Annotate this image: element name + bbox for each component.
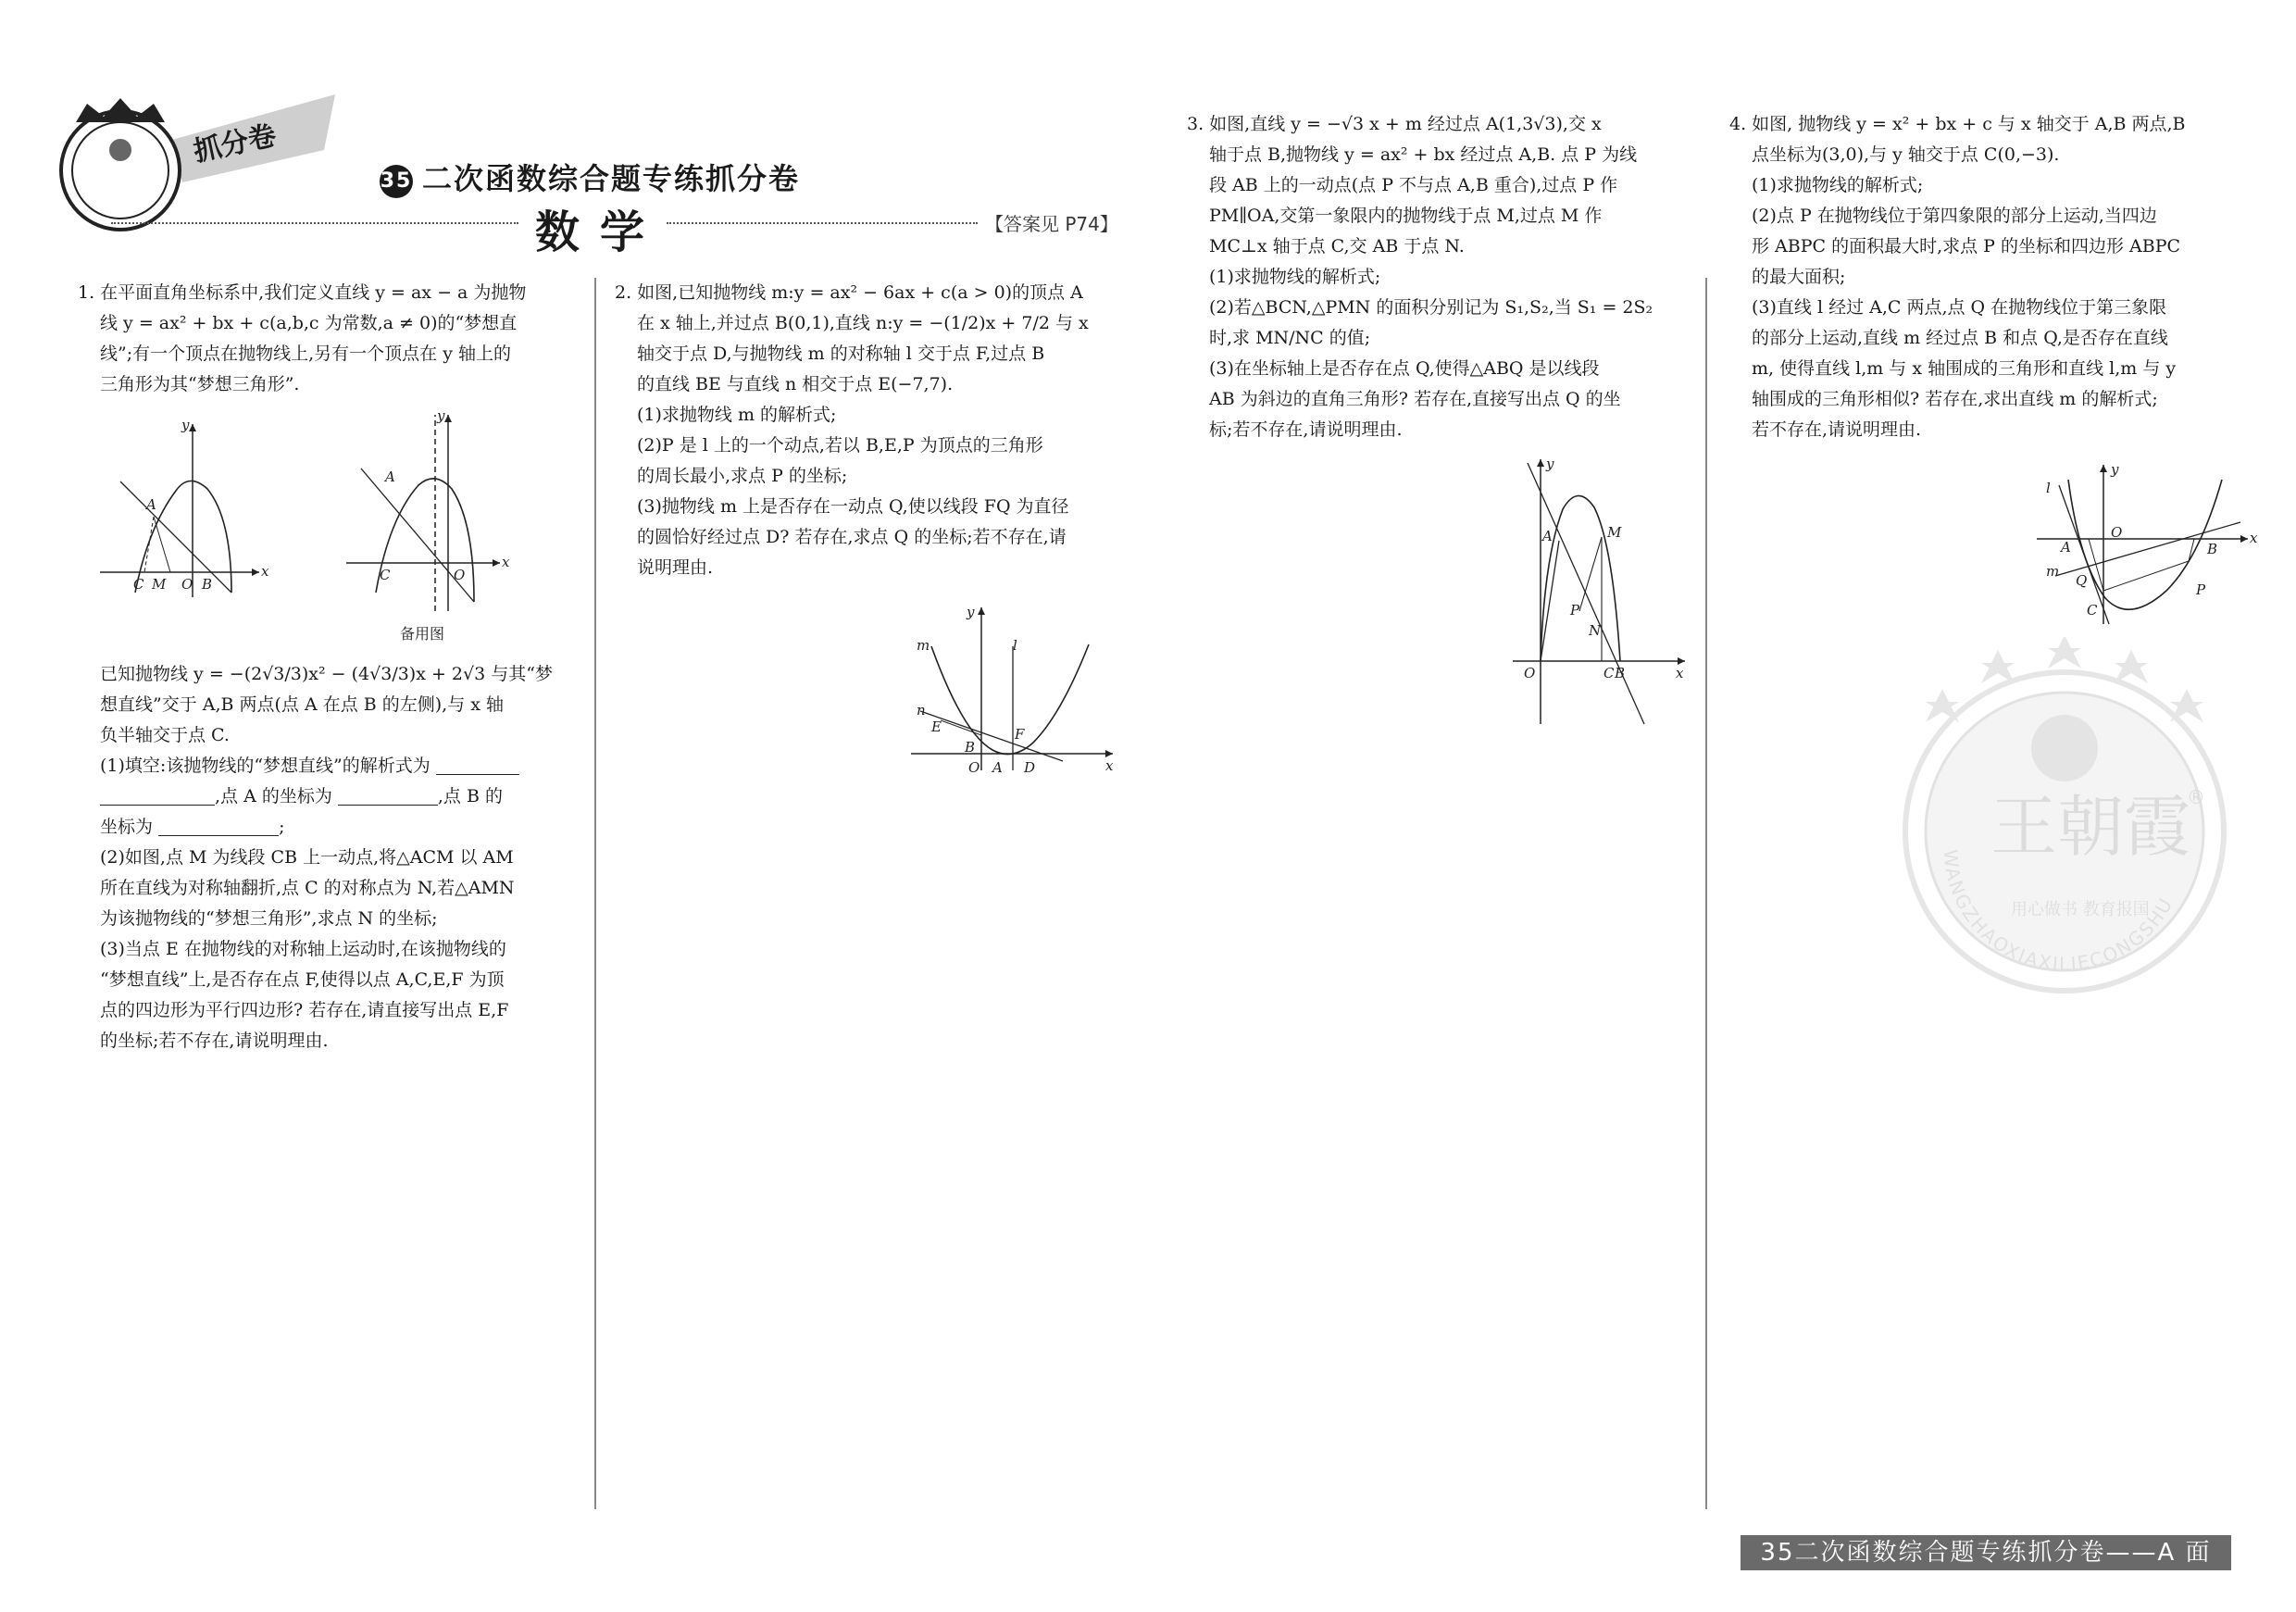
label-C: C	[2087, 602, 2098, 619]
answer-reference: 【答案见 P74】	[985, 213, 1118, 235]
q3-line: (3)在坐标轴上是否存在点 Q,使得△ABQ 是以线段	[1209, 358, 1600, 379]
q2-line: 2. 如图,已知抛物线 m:y = ax² − 6ax + c(a > 0)的顶点 A	[615, 282, 1083, 303]
question-3	[1187, 109, 1705, 445]
q4-line: 轴围成的三角形相似? 若存在,求出直线 m 的解析式;	[1752, 389, 2158, 409]
page-footer: 35二次函数综合题专练抓分卷——A 面	[1741, 1535, 2231, 1570]
label-F: F	[1015, 726, 1025, 743]
answer-blank[interactable]	[338, 784, 438, 806]
label-m: m	[917, 637, 930, 654]
q2-line: 说明理由.	[637, 557, 714, 578]
watermark-slogan: 用心做书 教育报国	[2011, 900, 2150, 919]
label-E: E	[931, 719, 942, 735]
label-P: P	[1570, 602, 1580, 619]
label-O: O	[2111, 524, 2123, 541]
label-P: P	[2196, 581, 2206, 598]
q3-line: 段 AB 上的一动点(点 P 不与点 A,B 重合),过点 P 作	[1209, 175, 1618, 195]
label-O: O	[181, 576, 193, 593]
label-y: y	[1546, 456, 1554, 472]
q1-part-line: (2)如图,点 M 为线段 CB 上一动点,将△ACM 以 AM	[100, 847, 514, 868]
q2-line: (1)求抛物线 m 的解析式;	[637, 405, 837, 425]
registered-mark: ®	[2187, 786, 2205, 808]
label-Q: Q	[2076, 572, 2088, 589]
q3-line: (2)若△BCN,△PMN 的面积分别记为 S₁,S₂,当 S₁ = 2S₂	[1209, 297, 1653, 318]
q1-part1-text: ,点 A 的坐标为	[215, 786, 332, 806]
q1-part-line: 的坐标;若不存在,请说明理由.	[100, 1031, 329, 1051]
badge-label: 抓分卷	[191, 119, 280, 169]
q2-figure	[907, 604, 1120, 780]
question-1-body	[100, 659, 581, 1056]
q4-line: (1)求抛物线的解析式;	[1752, 175, 1924, 195]
label-x: x	[261, 563, 268, 580]
paper-number: 35	[380, 165, 413, 198]
q3-line: MC⊥x 轴于点 C,交 AB 于点 N.	[1209, 236, 1465, 256]
q4-line: (3)直线 l 经过 A,C 两点,点 Q 在抛物线位于第三象限	[1752, 297, 2167, 318]
label-A: A	[385, 469, 395, 485]
q1-line: 三角形为其“梦想三角形”.	[100, 374, 300, 394]
label-A: A	[1542, 528, 1553, 544]
q4-line: 点坐标为(3,0),与 y 轴交于点 C(0,−3).	[1752, 144, 2060, 165]
page-title	[380, 156, 800, 198]
question-1	[78, 278, 578, 400]
label-C: C	[1603, 665, 1615, 681]
label-M: M	[152, 576, 167, 593]
label-x: x	[1105, 757, 1114, 774]
q3-line: (1)求抛物线的解析式;	[1209, 267, 1381, 287]
label-O: O	[968, 759, 980, 776]
spare-figure-caption: 备用图	[400, 625, 445, 643]
label-B: B	[1615, 665, 1626, 681]
q3-line: 标;若不存在,请说明理由.	[1209, 419, 1403, 440]
watermark-name: 王朝霞	[1990, 788, 2191, 866]
q4-line: 4. 如图, 抛物线 y = x² + bx + c 与 x 轴交于 A,B 两点,B	[1729, 114, 2186, 134]
q4-line: 形 ABPC 的面积最大时,求点 P 的坐标和四边形 ABPC	[1752, 236, 2181, 256]
q1-part-line: “梦想直线”上,是否存在点 F,使得以点 A,C,E,F 为顶	[100, 969, 505, 990]
q2-line: 的周长最小,求点 P 的坐标;	[637, 466, 848, 486]
q2-line: (2)P 是 l 上的一个动点,若以 B,E,P 为顶点的三角形	[637, 435, 1043, 456]
label-D: D	[1024, 759, 1036, 776]
label-l: l	[1013, 637, 1017, 654]
answer-blank[interactable]	[100, 784, 215, 806]
q1-part-line: (3)当点 E 在抛物线的对称轴上运动时,在该抛物线的	[100, 939, 506, 959]
q4-line: 的最大面积;	[1752, 267, 1846, 287]
paper-title: 二次函数综合题专练抓分卷	[422, 161, 801, 196]
q1-line: 线 y = ax² + bx + c(a,b,c 为常数,a ≠ 0)的“梦想直	[100, 313, 518, 333]
label-y: y	[2111, 461, 2119, 478]
q4-line: 若不存在,请说明理由.	[1752, 419, 1922, 440]
label-M: M	[1607, 524, 1622, 541]
q1-figure-spare	[343, 407, 518, 620]
column-divider	[594, 278, 596, 1509]
label-y: y	[437, 407, 445, 424]
q1-part1-text: 坐标为	[100, 817, 154, 837]
label-O: O	[1524, 665, 1536, 681]
q3-line: PM∥OA,交第一象限内的抛物线于点 M,过点 M 作	[1209, 206, 1603, 226]
q3-line: 轴于点 B,抛物线 y = ax² + bx 经过点 A,B. 点 P 为线	[1209, 144, 1638, 165]
label-x: x	[502, 554, 510, 570]
label-B: B	[202, 576, 213, 593]
label-y: y	[181, 417, 190, 433]
label-A: A	[2061, 539, 2071, 556]
question-2	[615, 278, 1133, 583]
q1-part1-text: ,点 B 的	[437, 786, 503, 806]
q1-part1-text: (1)填空:该抛物线的“梦想直线”的解析式为	[100, 756, 430, 776]
label-C: C	[133, 576, 144, 593]
q1-part1-text: ;	[279, 817, 285, 837]
q3-line: 3. 如图,直线 y = −√3 x + m 经过点 A(1,3√3),交 x	[1187, 114, 1602, 134]
column-divider	[1705, 278, 1707, 1509]
q1-body-line: 已知抛物线 y = −(2√3/3)x² − (4√3/3)x + 2√3 与其“梦	[100, 664, 553, 684]
label-l: l	[2046, 480, 2051, 496]
q3-figure	[1509, 456, 1694, 730]
watermark-ring-text: WANGZHAOXIAXILIECONGSHU	[1939, 848, 2178, 976]
q1-body-line: 想直线”交于 A,B 两点(点 A 在点 B 的左侧),与 x 轴	[100, 694, 505, 715]
label-A: A	[992, 759, 1003, 776]
q1-body-line: 负半轴交于点 C.	[100, 725, 230, 745]
q2-line: 的圆恰好经过点 D? 若存在,求点 Q 的坐标;若不存在,请	[637, 527, 1067, 547]
label-O: O	[454, 567, 466, 583]
answer-blank[interactable]	[158, 815, 279, 836]
label-x: x	[2250, 530, 2258, 546]
q1-part-line: 点的四边形为平行四边形? 若存在,请直接写出点 E,F	[100, 1000, 509, 1020]
label-y: y	[967, 604, 975, 620]
label-C: C	[380, 567, 391, 583]
q2-line: (3)抛物线 m 上是否存在一动点 Q,使以线段 FQ 为直径	[637, 496, 1069, 517]
label-n: n	[917, 702, 926, 719]
q1-line: 线”;有一个顶点在抛物线上,另有一个顶点在 y 轴上的	[100, 344, 511, 364]
q2-line: 在 x 轴上,并过点 B(0,1),直线 n:y = −(1/2)x + 7/2 与 x	[637, 313, 1089, 333]
question-4	[1729, 109, 2248, 445]
q1-part-line: 所在直线为对称轴翻折,点 C 的对称点为 N,若△AMN	[100, 878, 515, 898]
q1-figure-main	[93, 417, 268, 602]
label-A: A	[146, 496, 156, 513]
q3-line: 时,求 MN/NC 的值;	[1209, 328, 1371, 348]
header-rule-left	[111, 222, 518, 224]
label-m: m	[2046, 563, 2060, 580]
subject-title: 数学	[535, 206, 666, 258]
q4-line: m, 使得直线 l,m 与 x 轴围成的三角形和直线 l,m 与 y	[1752, 358, 2177, 379]
q4-figure	[2028, 461, 2259, 628]
header-rule-right	[667, 222, 978, 224]
q2-line: 的直线 BE 与直线 n 相交于点 E(−7,7).	[637, 374, 954, 394]
q3-line: AB 为斜边的直角三角形? 若存在,直接写出点 Q 的坐	[1209, 389, 1621, 409]
q1-line: 1. 在平面直角坐标系中,我们定义直线 y = ax − a 为抛物	[78, 282, 527, 303]
label-B: B	[965, 739, 976, 756]
q1-part-line: 为该抛物线的“梦想三角形”,求点 N 的坐标;	[100, 908, 438, 929]
q2-line: 轴交于点 D,与抛物线 m 的对称轴 l 交于点 F,过点 B	[637, 344, 1045, 364]
q4-line: 的部分上运动,直线 m 经过点 B 和点 Q,是否存在直线	[1752, 328, 2168, 348]
answer-blank[interactable]	[436, 754, 519, 775]
label-B: B	[2207, 541, 2218, 557]
label-N: N	[1589, 622, 1602, 639]
q4-line: (2)点 P 在抛物线位于第四象限的部分上运动,当四边	[1752, 206, 2157, 226]
publisher-watermark	[1889, 637, 2240, 1007]
label-x: x	[1676, 665, 1684, 681]
